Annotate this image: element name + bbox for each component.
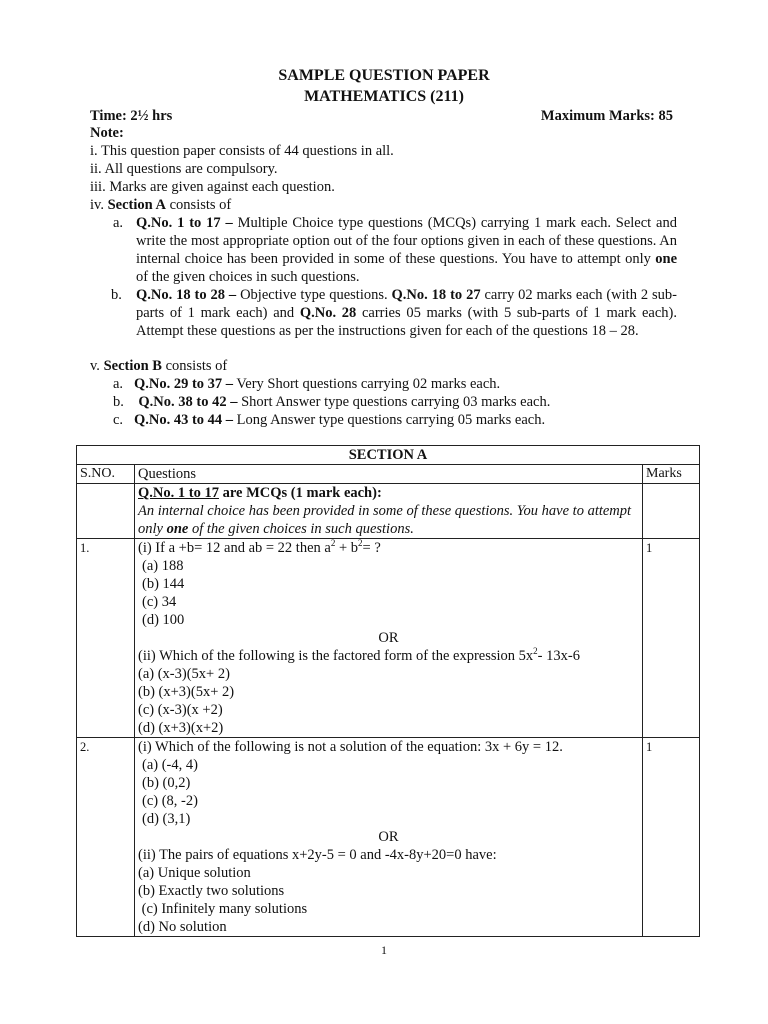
paper-subject: MATHEMATICS (211)	[304, 88, 464, 105]
option: (d) (3,1)	[142, 811, 191, 827]
table-row	[77, 539, 700, 738]
option: (a) Unique solution	[138, 865, 251, 881]
option: (a) 188	[142, 558, 184, 574]
col-header-sno: S.NO.	[77, 465, 135, 484]
option: (c) (x-3)(x +2)	[138, 702, 223, 718]
question-1	[135, 539, 643, 738]
section-a-title: SECTION A	[77, 446, 700, 465]
paper-title: SAMPLE QUESTION PAPER	[278, 67, 490, 84]
note-i: i. This question paper consists of 44 questions in all.	[90, 143, 394, 159]
option: (b) (0,2)	[142, 775, 191, 791]
option: (d) 100	[142, 612, 185, 628]
table-row	[77, 484, 700, 539]
question-marks: 1	[643, 539, 700, 738]
question-number: 2.	[77, 738, 135, 937]
page-number: 1	[381, 943, 387, 957]
question-2-ii: (ii) The pairs of equations x+2y-5 = 0 and -4x-8y+20=0 have:	[138, 847, 497, 863]
question-marks: 1	[643, 738, 700, 937]
option: (b) (x+3)(5x+ 2)	[138, 684, 235, 700]
question-1-i: (i) If a +b= 12 and ab = 22 then $a^2 + b^2=$ ?	[138, 538, 381, 556]
or-separator: OR	[378, 829, 399, 845]
time-label: Time: 2½ hrs	[90, 108, 173, 124]
section-a-table	[76, 445, 700, 937]
note-v-c: c. Q.No. 43 to 44 – Long Answer type questions carrying 05 marks each.	[113, 412, 546, 428]
question-1-ii: (ii) Which of the following is the factored form of the expression $5x^2-$ 13x-6	[138, 646, 580, 664]
note-v-b: b. Q.No. 38 to 42 – Short Answer type questions carrying 03 marks each.	[113, 394, 551, 410]
option: (c) (8, -2)	[142, 793, 198, 809]
option: (a) (x-3)(5x+ 2)	[138, 666, 230, 682]
note-iv-a: Q.No. 1 to 17 – Multiple Choice type questions (MCQs) carrying 1 mark each. Select and write the most appropriate option out of the four options given in each of these questions. An internal choice has been provided in some of these questions. You have to attempt only one of the given choices in such questions.	[136, 215, 677, 285]
note-v: v. Section B consists of	[90, 358, 228, 374]
note-iv-a-label: a.	[113, 215, 124, 231]
table-row	[77, 738, 700, 937]
note-iv-b: Q.No. 18 to 28 – Objective type questions. Q.No. 18 to 27 carry 02 marks each (with 2 sub-parts of 1 mark each) and Q.No. 28 carries 05 marks (with 5 sub-parts of 1 mark each). Attempt these questions as per the instructions given for each of the questions 18 – 28.	[136, 287, 677, 339]
option: (d) No solution	[138, 919, 227, 935]
col-header-questions: Questions	[135, 465, 643, 484]
question-2	[135, 738, 643, 937]
or-separator: OR	[378, 630, 399, 646]
question-2-i: (i) Which of the following is not a solution of the equation: 3x + 6y = 12.	[138, 739, 563, 755]
option: (d) (x+3)(x+2)	[138, 720, 224, 736]
col-header-marks: Marks	[643, 465, 700, 484]
question-number: 1.	[77, 539, 135, 738]
note-heading: Note:	[90, 125, 124, 141]
option: (b) 144	[142, 576, 185, 592]
option: (c) Infinitely many solutions	[138, 901, 308, 917]
note-iii: iii. Marks are given against each question.	[90, 179, 335, 195]
option: (b) Exactly two solutions	[138, 883, 285, 899]
note-iv: iv. Section A consists of	[90, 197, 232, 213]
note-ii: ii. All questions are compulsory.	[90, 161, 278, 177]
note-v-a: a. Q.No. 29 to 37 – Very Short questions carrying 02 marks each.	[113, 376, 501, 392]
option: (c) 34	[142, 594, 177, 610]
note-iv-b-label: b.	[111, 287, 122, 303]
max-marks-label: Maximum Marks: 85	[540, 108, 673, 124]
mcq-instructions: Q.No. 1 to 17 are MCQs (1 mark each): An internal choice has been provided in some of these questions. You have to attempt only one of the given choices in such questions.	[135, 484, 643, 539]
option: (a) (-4, 4)	[142, 757, 198, 773]
